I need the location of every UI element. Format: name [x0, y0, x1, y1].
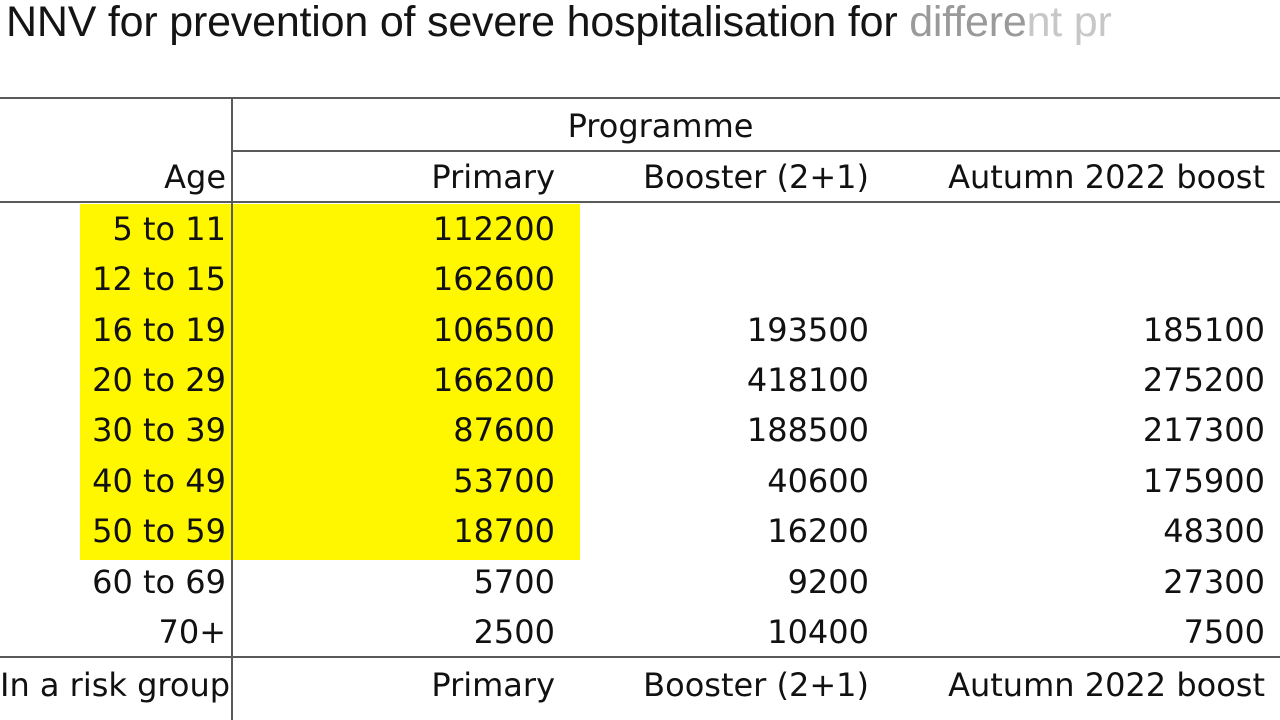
- row-booster: 40600: [767, 462, 869, 500]
- row-autumn: [880, 204, 1265, 254]
- table-top-rule: [0, 97, 1280, 99]
- row-booster: 188500: [746, 411, 869, 449]
- row-booster: 10400: [767, 613, 869, 651]
- row-autumn: 7500: [1183, 613, 1265, 651]
- row-autumn: 175900: [1142, 462, 1265, 500]
- row-primary: 112200: [432, 210, 555, 248]
- row-age: 50 to 59: [92, 512, 226, 550]
- row-primary: 5700: [473, 563, 555, 601]
- risk-group-column-primary: Primary: [431, 666, 555, 704]
- slide-title: [6, 0, 1112, 48]
- row-primary: 87600: [453, 411, 555, 449]
- row-autumn: 275200: [1142, 361, 1265, 399]
- row-age: 16 to 19: [92, 311, 226, 349]
- row-primary: 2500: [473, 613, 555, 651]
- row-booster: 418100: [746, 361, 869, 399]
- risk-group-label: In a risk group: [0, 666, 231, 704]
- row-primary: 166200: [432, 361, 555, 399]
- row-autumn: 48300: [1163, 512, 1265, 550]
- row-age: 70+: [158, 613, 226, 651]
- row-booster: [560, 254, 869, 304]
- title-faded-tail: nt pr: [1026, 0, 1112, 46]
- row-autumn: 217300: [1142, 411, 1265, 449]
- age-header: Age: [164, 158, 226, 196]
- row-primary: 18700: [453, 512, 555, 550]
- risk-group-column-booster: Booster (2+1): [643, 666, 869, 704]
- row-age: 20 to 29: [92, 361, 226, 399]
- risk-group-column-autumn: Autumn 2022 boost: [948, 666, 1265, 704]
- row-booster: 16200: [767, 512, 869, 550]
- row-age: 40 to 49: [92, 462, 226, 500]
- column-header-booster: Booster (2+1): [643, 158, 869, 196]
- column-header-primary: Primary: [431, 158, 555, 196]
- title-text: NNV for prevention of severe hospitalisation for: [6, 0, 910, 46]
- row-booster: 193500: [746, 311, 869, 349]
- row-primary: 106500: [432, 311, 555, 349]
- programme-header: Programme: [567, 107, 754, 145]
- column-header-autumn: Autumn 2022 boost: [948, 158, 1265, 196]
- row-age: 5 to 11: [112, 210, 226, 248]
- row-age: 30 to 39: [92, 411, 226, 449]
- title-faded-text: differe: [909, 0, 1027, 46]
- row-booster: 9200: [787, 563, 869, 601]
- row-age: 60 to 69: [92, 563, 226, 601]
- row-booster: [560, 204, 869, 254]
- row-autumn: 27300: [1163, 563, 1265, 601]
- row-primary: 53700: [453, 462, 555, 500]
- row-autumn: 185100: [1142, 311, 1265, 349]
- row-autumn: [880, 254, 1265, 304]
- row-age: 12 to 15: [92, 260, 226, 298]
- row-primary: 162600: [432, 260, 555, 298]
